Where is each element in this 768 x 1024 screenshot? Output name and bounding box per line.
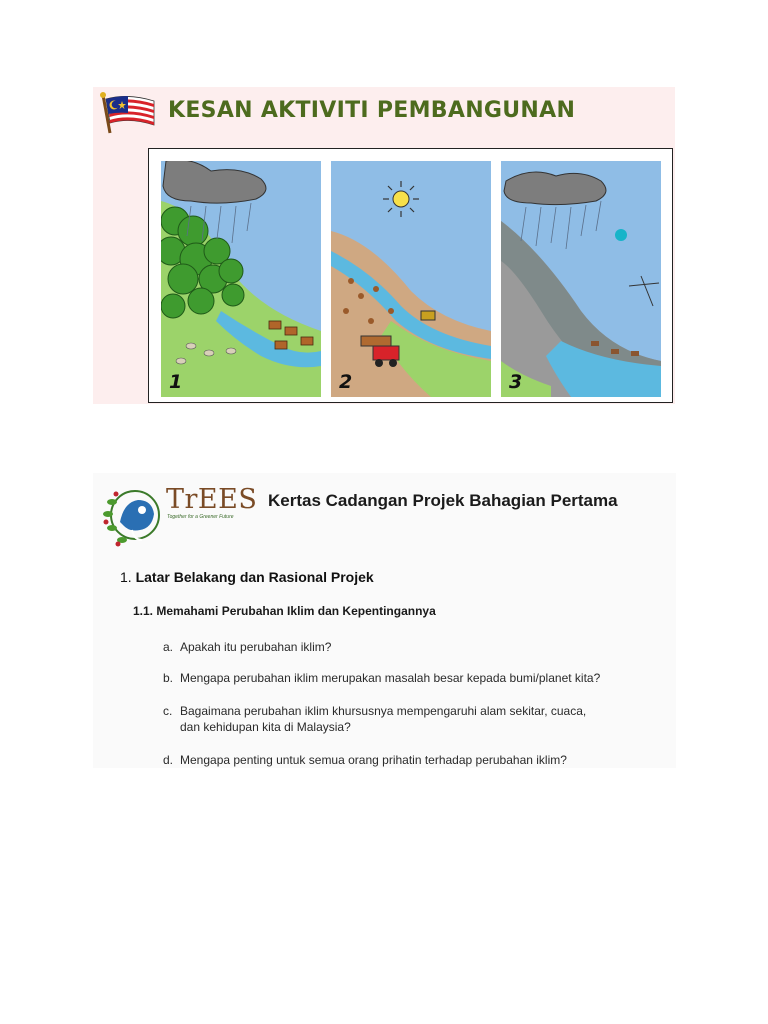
panel-forest xyxy=(161,161,321,397)
brand-name: TrEES xyxy=(166,484,258,515)
proposal-document xyxy=(93,473,676,768)
question-text: Mengapa perubahan iklim merupakan masalah besar kepada bumi/planet kita? xyxy=(180,671,601,685)
section-number: 1. xyxy=(120,569,132,585)
document-title: Kertas Cadangan Projek Bahagian Pertama xyxy=(268,491,618,510)
question-text-continued: dan kehidupan kita di Malaysia? xyxy=(180,720,351,734)
forest-river-illustration xyxy=(161,161,321,397)
trees-logo-icon xyxy=(102,482,167,548)
slide-title: KESAN AKTIVITI PEMBANGUNAN xyxy=(168,98,576,123)
question-text: Bagaimana perubahan iklim khursusnya mempengaruhi alam sekitar, cuaca, xyxy=(180,704,587,718)
slide-panel xyxy=(93,87,675,404)
question-letter: c. xyxy=(163,704,173,718)
panel-number: 2 xyxy=(339,371,353,393)
section-heading xyxy=(120,569,374,585)
subsection-heading: 1.1. Memahami Perubahan Iklim dan Kepentingannya xyxy=(133,604,436,618)
section-label: Latar Belakang dan Rasional Projek xyxy=(135,569,374,585)
landslide-flood-illustration xyxy=(501,161,661,397)
brand-tagline: Together for a Greener Future xyxy=(167,514,234,520)
panel-number: 1 xyxy=(169,371,183,393)
question-text: Mengapa penting untuk semua orang prihatin terhadap perubahan iklim? xyxy=(180,753,567,767)
deforestation-illustration xyxy=(331,161,491,397)
illustration-frame xyxy=(148,148,673,403)
panel-flood xyxy=(501,161,661,397)
panel-number: 3 xyxy=(509,371,523,393)
question-letter: a. xyxy=(163,640,174,654)
question-text: Apakah itu perubahan iklim? xyxy=(180,640,332,654)
question-letter: b. xyxy=(163,671,174,685)
panel-deforestation xyxy=(331,161,491,397)
question-letter: d. xyxy=(163,753,174,767)
malaysia-flag-icon xyxy=(98,91,156,135)
